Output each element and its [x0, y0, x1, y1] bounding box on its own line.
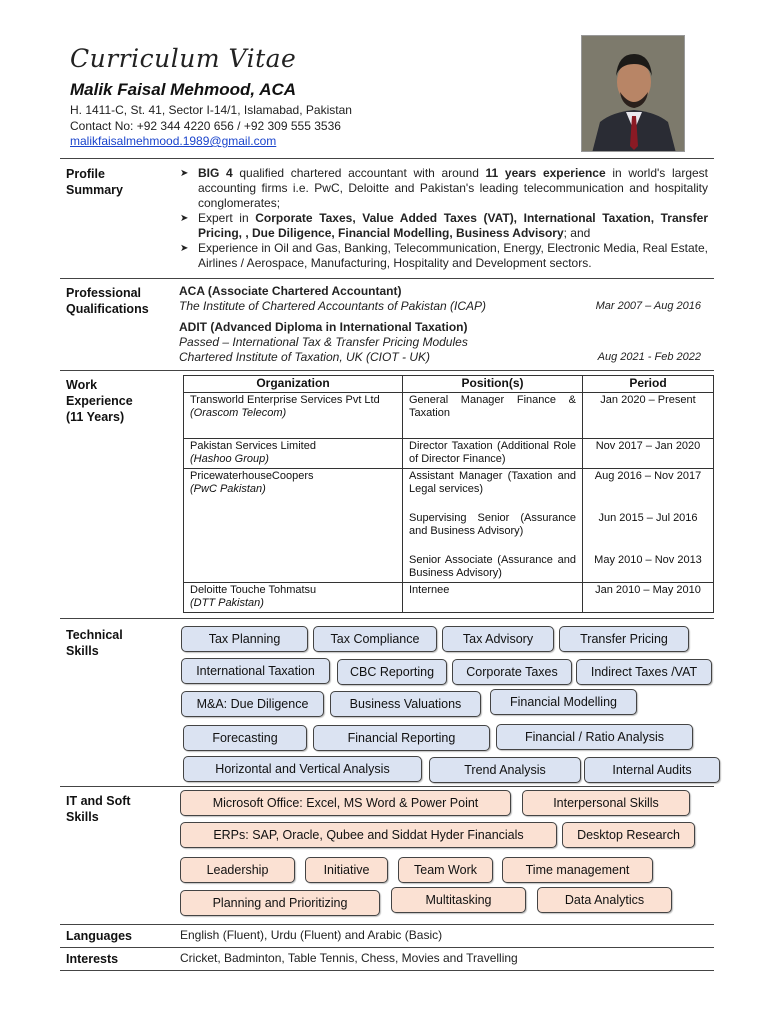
skill-tag: CBC Reporting	[337, 659, 447, 685]
profile-summary	[178, 166, 708, 271]
skill-tag: Forecasting	[183, 725, 307, 751]
period-cell: Jan 2020 – Present	[583, 392, 714, 438]
table-row	[184, 438, 714, 468]
section-work-experience: Work Experience (11 Years)	[66, 378, 133, 424]
table-header-row	[184, 376, 714, 393]
qualification-institute: Chartered Institute of Taxation, UK (CIOT - UK)	[179, 350, 430, 364]
person-portrait-icon	[582, 36, 685, 152]
skill-tag: Tax Advisory	[442, 626, 554, 652]
skill-tag: Internal Audits	[584, 757, 720, 783]
period-cell: Aug 2016 – Nov 2017 Jun 2015 – Jul 2016 May 2010 – Nov 2013	[583, 468, 714, 582]
profile-bullet: ➤ Expert in Corporate Taxes, Value Added Taxes (VAT), International Taxation, Transfer Pricing, , Due Diligence, Financial Modelling, Business Advisory; and	[178, 211, 708, 241]
skill-tag: Planning and Prioritizing	[180, 890, 380, 916]
qualification-period: Mar 2007 – Aug 2016	[595, 300, 701, 312]
skill-tag: Business Valuations	[330, 691, 481, 717]
skill-tag: Financial Reporting	[313, 725, 490, 751]
skill-tag: Transfer Pricing	[559, 626, 689, 652]
section-it-soft-skills: IT and Soft Skills	[66, 794, 131, 824]
divider	[60, 924, 714, 925]
skill-tag: Initiative	[305, 857, 388, 883]
skill-tag: Indirect Taxes /VAT	[576, 659, 712, 685]
skill-tag: Time management	[502, 857, 653, 883]
skill-tag: Interpersonal Skills	[522, 790, 690, 816]
interests-value: Cricket, Badminton, Table Tennis, Chess, Movies and Travelling	[180, 951, 518, 965]
work-table-wrap	[183, 375, 714, 613]
divider	[60, 786, 714, 787]
qualification-institute: The Institute of Chartered Accountants of Pakistan (ICAP)	[179, 299, 487, 313]
qualifications	[179, 284, 709, 365]
address: H. 1411-C, St. 41, Sector I-14/1, Islamabad, Pakistan	[70, 103, 352, 117]
contact-line	[70, 119, 341, 133]
skill-tag: Tax Planning	[181, 626, 308, 652]
profile-bullet: ➤ BIG 4 qualified chartered accountant with around 11 years experience in world's largest accounting firms i.e. PwC, Deloitte and Pakistan's leading telecommunication and hospitality conglomerates;	[178, 166, 708, 211]
email-link[interactable]: malikfaisalmehmood.1989@gmail.com	[70, 134, 277, 148]
divider	[60, 970, 714, 971]
divider	[60, 947, 714, 948]
skill-tag: Tax Compliance	[313, 626, 437, 652]
profile-photo	[581, 35, 685, 152]
col-organization: Organization	[184, 376, 403, 393]
section-profile-summary: Profile Summary	[66, 167, 123, 197]
skill-tag: Financial / Ratio Analysis	[496, 724, 693, 750]
position-cell: Assistant Manager (Taxation and Legal services) Supervising Senior (Assurance and Business Advisory) Senior Associate (Assurance and Business Advisory)	[403, 468, 583, 582]
period-cell: Nov 2017 – Jan 2020	[583, 438, 714, 468]
section-interests: Interests	[66, 952, 119, 966]
skill-tag: Corporate Taxes	[452, 659, 572, 685]
org-cell: PricewaterhouseCoopers (PwC Pakistan)	[184, 468, 403, 582]
skill-tag: Financial Modelling	[490, 689, 637, 715]
org-cell: Transworld Enterprise Services Pvt Ltd (Orascom Telecom)	[184, 392, 403, 438]
skill-tag: Horizontal and Vertical Analysis	[183, 756, 422, 782]
skill-tag: Data Analytics	[537, 887, 672, 913]
qualification-detail: Passed – International Tax & Transfer Pricing Modules	[179, 335, 468, 349]
skill-tag: Leadership	[180, 857, 295, 883]
contact-value: +92 344 4220 656 / +92 309 555 3536	[136, 119, 341, 133]
skill-tag: International Taxation	[181, 658, 330, 684]
table-row	[184, 468, 714, 582]
section-languages: Languages	[66, 929, 132, 943]
skill-tag: Microsoft Office: Excel, MS Word & Power Point	[180, 790, 511, 816]
qualification-period: Aug 2021 - Feb 2022	[597, 351, 701, 363]
divider	[60, 158, 714, 159]
divider	[60, 370, 714, 371]
table-row	[184, 392, 714, 438]
candidate-name: Malik Faisal Mehmood, ACA	[70, 80, 297, 99]
table-row	[184, 582, 714, 612]
cv-title: Curriculum Vitae	[70, 44, 297, 73]
org-cell: Deloitte Touche Tohmatsu (DTT Pakistan)	[184, 582, 403, 612]
section-qualifications: Professional Qualifications	[66, 286, 149, 316]
divider	[60, 278, 714, 279]
divider	[60, 618, 714, 619]
contact-label: Contact No:	[70, 119, 134, 133]
qualification-title: ADIT (Advanced Diploma in International Taxation)	[179, 320, 468, 334]
skill-tag: Desktop Research	[562, 822, 695, 848]
skill-tag: ERPs: SAP, Oracle, Qubee and Siddat Hyder Financials	[180, 822, 557, 848]
skill-tag: M&A: Due Diligence	[181, 691, 324, 717]
profile-bullet: ➤ Experience in Oil and Gas, Banking, Telecommunication, Energy, Electronic Media, Real Estate, Airlines / Aerospace, Manufacturing, Hospitality and Development sectors.	[178, 241, 708, 271]
org-cell: Pakistan Services Limited (Hashoo Group)	[184, 438, 403, 468]
position-cell: General Manager Finance & Taxation	[403, 392, 583, 438]
period-cell: Jan 2010 – May 2010	[583, 582, 714, 612]
email-line	[70, 134, 276, 148]
position-cell: Director Taxation (Additional Role of Director Finance)	[403, 438, 583, 468]
skill-tag: Trend Analysis	[429, 757, 581, 783]
skill-tag: Team Work	[398, 857, 493, 883]
skill-tag: Multitasking	[391, 887, 526, 913]
col-period: Period	[583, 376, 714, 393]
work-table	[183, 375, 714, 613]
section-technical-skills: Technical Skills	[66, 628, 123, 658]
col-positions: Position(s)	[403, 376, 583, 393]
position-cell: Internee	[403, 582, 583, 612]
languages-value: English (Fluent), Urdu (Fluent) and Arabic (Basic)	[180, 928, 443, 942]
qualification-title: ACA (Associate Chartered Accountant)	[179, 284, 402, 298]
